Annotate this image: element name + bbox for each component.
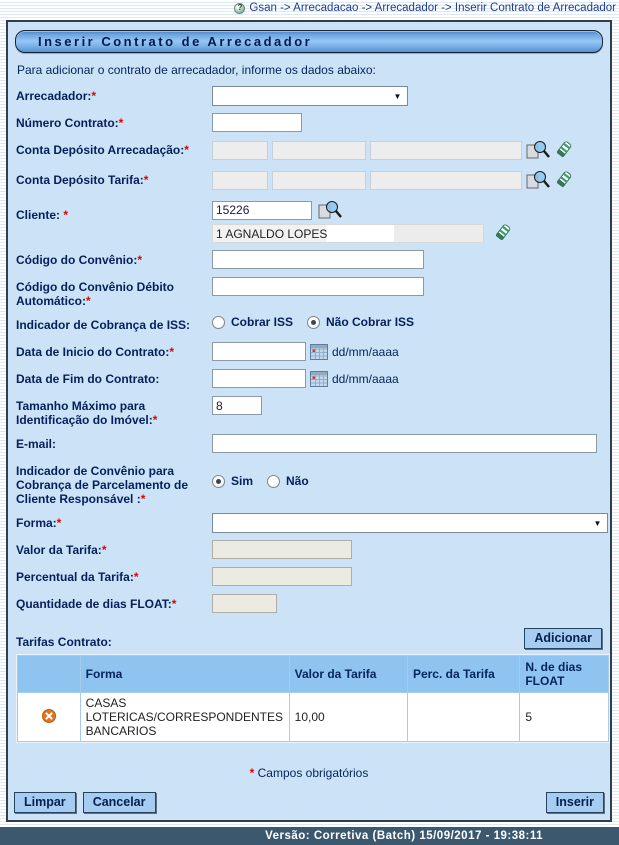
dropdown-arrow-icon: ▼	[393, 91, 402, 101]
tarifas-table	[16, 654, 610, 743]
label-parcelamento: Indicador de Convênio para Cobrança de Parcelamento de Cliente Responsável :*	[16, 464, 189, 506]
tarifas-header	[16, 628, 602, 649]
numero-contrato-input[interactable]	[212, 113, 302, 132]
row-forma	[16, 513, 602, 533]
radio-cobrar-iss-label: Cobrar ISS	[231, 315, 294, 329]
row-data-fim	[16, 369, 602, 389]
valor-tarifa-input	[212, 540, 352, 559]
tarifas-label: Tarifas Contrato:	[16, 635, 112, 649]
row-parcelamento	[16, 461, 602, 506]
row-codigo-convenio	[16, 250, 602, 270]
cell-dias: 5	[520, 693, 608, 741]
row-email	[16, 434, 602, 454]
label-valor-tarifa: Valor da Tarifa:*	[16, 543, 107, 557]
row-dias-float	[16, 594, 602, 614]
row-indicador-iss	[16, 315, 602, 335]
search-page-icon[interactable]	[318, 200, 343, 220]
search-page-icon[interactable]	[526, 170, 551, 190]
conta-arrecadacao-conta-input	[370, 141, 522, 160]
codigo-convenio-input[interactable]	[212, 250, 424, 269]
help-icon[interactable]: ?	[234, 3, 245, 14]
cancelar-button[interactable]: Cancelar	[83, 792, 156, 813]
radio-parcelamento-sim-label: Sim	[231, 474, 254, 488]
eraser-icon[interactable]	[494, 223, 511, 243]
label-conta-deposito-tarifa: Conta Depósito Tarifa:*	[16, 173, 149, 187]
perc-column-header: Perc. da Tarifa	[408, 656, 519, 692]
label-data-inicio: Data de Inicio do Contrato:*	[16, 345, 175, 359]
breadcrumb	[234, 2, 616, 14]
row-conta-deposito-tarifa	[16, 170, 602, 190]
row-conta-deposito-arrecadacao	[16, 140, 602, 160]
conta-arrecadacao-agencia-input	[272, 141, 366, 160]
dropdown-arrow-icon: ▼	[593, 518, 602, 528]
label-percentual-tarifa: Percentual da Tarifa:*	[16, 570, 139, 584]
adicionar-button[interactable]: Adicionar	[524, 628, 602, 649]
conta-arrecadacao-banco-input	[212, 141, 268, 160]
dias-float-input	[212, 594, 277, 613]
valor-column-header: Valor da Tarifa	[290, 656, 407, 692]
limpar-button[interactable]: Limpar	[14, 792, 76, 813]
eraser-icon[interactable]	[555, 170, 572, 190]
dias-column-header: N. de dias FLOAT	[520, 656, 608, 692]
tarifas-table-header-row	[18, 656, 608, 692]
search-page-icon[interactable]	[526, 140, 551, 160]
conta-tarifa-conta-input	[370, 171, 522, 190]
row-tamanho-maximo	[16, 396, 602, 427]
label-dias-float: Quantidade de dias FLOAT:*	[16, 597, 177, 611]
tamanho-maximo-input[interactable]	[212, 396, 262, 415]
radio-parcelamento-nao-label: Não	[286, 474, 309, 488]
required-fields-note: * Campos obrigatórios	[249, 766, 369, 780]
label-data-fim: Data de Fim do Contrato:	[16, 372, 160, 386]
row-cliente	[16, 200, 602, 243]
row-data-inicio	[16, 342, 602, 362]
label-forma: Forma:*	[16, 516, 62, 530]
intro-text: Para adicionar o contrato de arrecadador, informe os dados abaixo:	[17, 63, 376, 77]
radio-cobrar-iss[interactable]	[212, 316, 225, 329]
row-percentual-tarifa	[16, 567, 602, 587]
label-indicador-iss: Indicador de Cobrança de ISS:	[16, 318, 191, 332]
label-codigo-convenio: Código do Convênio:*	[16, 253, 142, 267]
forma-select[interactable]	[212, 513, 608, 533]
inserir-button[interactable]: Inserir	[546, 792, 604, 813]
calendar-icon[interactable]	[310, 371, 328, 387]
page-title: Inserir Contrato de Arrecadador	[15, 30, 603, 53]
calendar-icon[interactable]	[310, 344, 328, 360]
conta-tarifa-banco-input	[212, 171, 268, 190]
row-arrecadador	[16, 86, 602, 106]
breadcrumb-text: Gsan -> Arrecadacao -> Arrecadador -> Inserir Contrato de Arrecadador	[249, 2, 616, 14]
label-email: E-mail:	[16, 437, 57, 451]
label-tamanho-maximo: Tamanho Máximo para Identificação do Imóvel:*	[16, 399, 158, 427]
cliente-nome-field: 1 AGNALDO LOPES	[212, 224, 484, 243]
data-fim-input[interactable]	[212, 369, 306, 388]
conta-tarifa-agencia-input	[272, 171, 366, 190]
remove-column-header	[18, 656, 80, 692]
label-cliente: Cliente: *	[16, 208, 69, 222]
row-valor-tarifa	[16, 540, 602, 560]
arrecadador-select[interactable]	[212, 86, 408, 106]
cell-perc	[408, 693, 519, 741]
row-codigo-convenio-debito	[16, 277, 602, 308]
label-conta-deposito-arrecadacao: Conta Depósito Arrecadação:*	[16, 143, 189, 157]
radio-parcelamento-sim[interactable]	[212, 475, 225, 488]
label-numero-contrato: Número Contrato:*	[16, 116, 124, 130]
eraser-icon[interactable]	[555, 140, 572, 160]
radio-parcelamento-nao[interactable]	[267, 475, 280, 488]
label-codigo-convenio-debito: Código do Convênio Débito Automático:*	[16, 280, 174, 308]
data-inicio-hint: dd/mm/aaaa	[332, 344, 399, 359]
action-bar	[14, 792, 604, 813]
table-row	[18, 693, 608, 741]
cliente-codigo-input[interactable]	[212, 201, 312, 220]
radio-nao-cobrar-iss[interactable]	[307, 316, 320, 329]
label-arrecadador: Arrecadador:*	[16, 89, 97, 103]
codigo-convenio-debito-input[interactable]	[212, 277, 424, 296]
data-inicio-input[interactable]	[212, 342, 306, 361]
cell-forma: CASAS LOTERICAS/CORRESPONDENTES BANCARIOS	[81, 693, 289, 741]
percentual-tarifa-input	[212, 567, 352, 586]
forma-column-header: Forma	[81, 656, 289, 692]
main-panel	[6, 20, 612, 822]
delete-row-icon[interactable]	[42, 709, 56, 723]
radio-nao-cobrar-iss-label: Não Cobrar ISS	[326, 315, 415, 329]
row-numero-contrato	[16, 113, 602, 133]
data-fim-hint: dd/mm/aaaa	[332, 371, 399, 386]
version-statusbar: Versão: Corretiva (Batch) 15/09/2017 - 19:38:11	[0, 827, 619, 845]
cell-valor: 10,00	[290, 693, 407, 741]
email-input[interactable]	[212, 434, 597, 453]
